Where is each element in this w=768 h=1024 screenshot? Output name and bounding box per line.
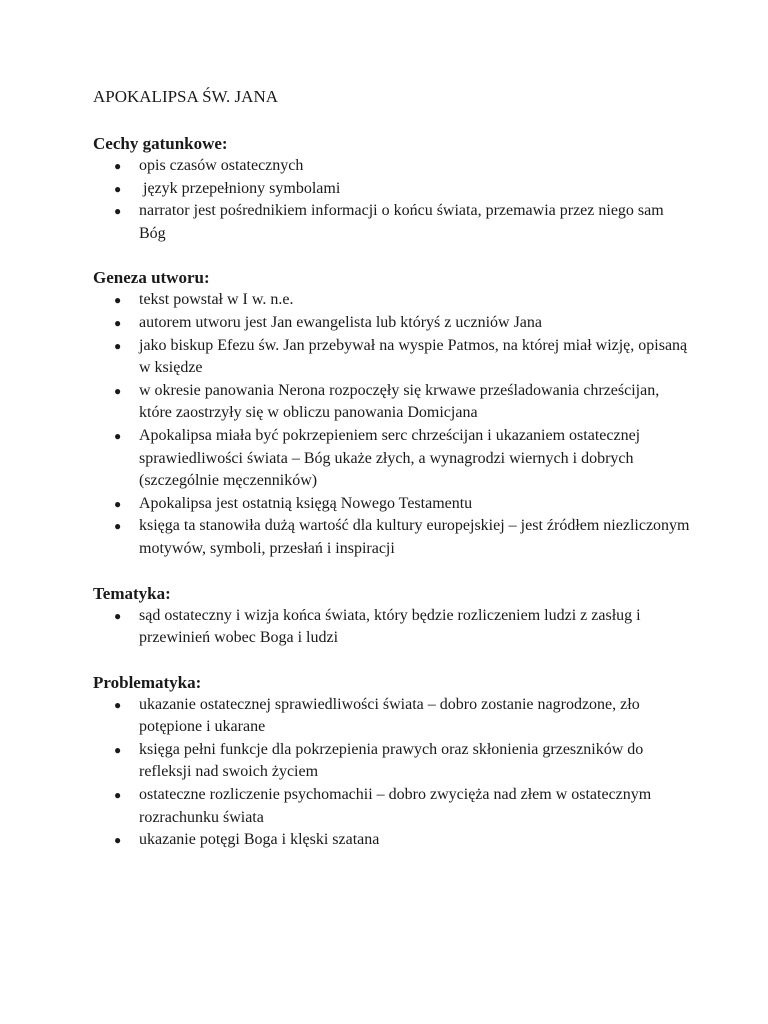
list-item-text: jako biskup Efezu św. Jan przebywał na wyspie Patmos, na której miał wizję, opisaną w księdze — [139, 336, 688, 377]
list-item — [93, 335, 693, 380]
bullet-icon: ● — [114, 383, 122, 398]
document-title: APOKALIPSA ŚW. JANA — [93, 87, 278, 106]
list-item-text: księga pełni funkcje dla pokrzepienia prawych oraz skłonienia grzeszników do refleksji nad swoich życiem — [139, 740, 644, 781]
bullet-list — [93, 289, 693, 560]
list-item — [93, 200, 693, 245]
section-heading: Tematyka: — [93, 583, 171, 603]
list-item — [93, 829, 693, 852]
list-item — [93, 155, 693, 178]
section-heading: Problematyka: — [93, 672, 202, 692]
bullet-icon: ● — [114, 159, 122, 173]
list-item — [93, 425, 693, 493]
list-item-text: ukazanie potęgi Boga i klęski szatana — [139, 831, 380, 849]
bullet-icon: ● — [114, 293, 122, 308]
list-item — [93, 694, 693, 739]
bullet-icon: ● — [114, 338, 122, 353]
bullet-icon: ● — [114, 315, 122, 330]
bullet-icon: ● — [114, 742, 122, 757]
bullet-icon: ● — [114, 204, 122, 219]
bullet-list — [93, 694, 693, 852]
list-item-text: księga ta stanowiła dużą wartość dla kultury europejskiej – jest źródłem niezliczonym motywów, symboli, przesłań i inspiracji — [139, 517, 690, 557]
list-item-text: Apokalipsa jest ostatnią księgą Nowego Testamentu — [139, 494, 473, 512]
section-heading: Geneza utworu: — [93, 268, 210, 288]
list-item — [93, 605, 693, 650]
section-heading: Cechy gatunkowe: — [93, 134, 228, 153]
list-item-text: język przepełniony symbolami — [139, 179, 341, 197]
document-page — [93, 86, 693, 874]
list-item — [93, 289, 693, 312]
list-item-text: tekst powstał w I w. n.e. — [139, 291, 294, 309]
bullet-icon: ● — [114, 788, 122, 803]
bullet-icon: ● — [114, 519, 122, 534]
bullet-icon: ● — [114, 697, 122, 712]
list-item — [93, 380, 693, 425]
list-item-text: ukazanie ostatecznej sprawiedliwości świata – dobro zostanie nagrodzone, zło potępione i ukarane — [139, 695, 640, 736]
bullet-icon: ● — [114, 608, 122, 623]
list-item — [93, 515, 693, 560]
list-item-text: autorem utworu jest Jan ewangelista lub któryś z uczniów Jana — [139, 313, 542, 331]
bullet-list — [93, 155, 693, 245]
list-item — [93, 178, 693, 201]
list-item-text: ostateczne rozliczenie psychomachii – dobro zwycięża nad złem w ostatecznym rozrachunku świata — [139, 786, 652, 826]
section-cechy-gatunkowe — [93, 133, 693, 245]
list-item-text: narrator jest pośrednikiem informacji o końcu świata, przemawia przez niego sam Bóg — [139, 202, 664, 242]
list-item — [93, 784, 693, 829]
bullet-list — [93, 605, 693, 650]
section-geneza-utworu — [93, 267, 693, 560]
list-item — [93, 493, 693, 516]
bullet-icon: ● — [114, 496, 122, 511]
list-item-text: w okresie panowania Nerona rozpoczęły się krwawe prześladowania chrześcijan, które zaostrzyły się w obliczu panowania Domicjana — [139, 381, 660, 422]
list-item-text: Apokalipsa miała być pokrzepieniem serc chrześcijan i ukazaniem ostatecznej sprawiedliwości świata – Bóg ukaże złych, a wynagrodzi wiernych i dobrych (szczególnie męczenników) — [139, 426, 641, 490]
bullet-icon: ● — [114, 428, 122, 443]
list-item — [93, 739, 693, 784]
list-item — [93, 312, 693, 335]
bullet-icon: ● — [114, 181, 122, 196]
list-item-text: opis czasów ostatecznych — [139, 157, 304, 174]
section-tematyka — [93, 583, 693, 650]
section-problematyka — [93, 672, 693, 852]
list-item-text: sąd ostateczny i wizja końca świata, który będzie rozliczeniem ludzi z zasług i przewinień wobec Boga i ludzi — [139, 606, 641, 647]
bullet-icon: ● — [114, 833, 122, 848]
